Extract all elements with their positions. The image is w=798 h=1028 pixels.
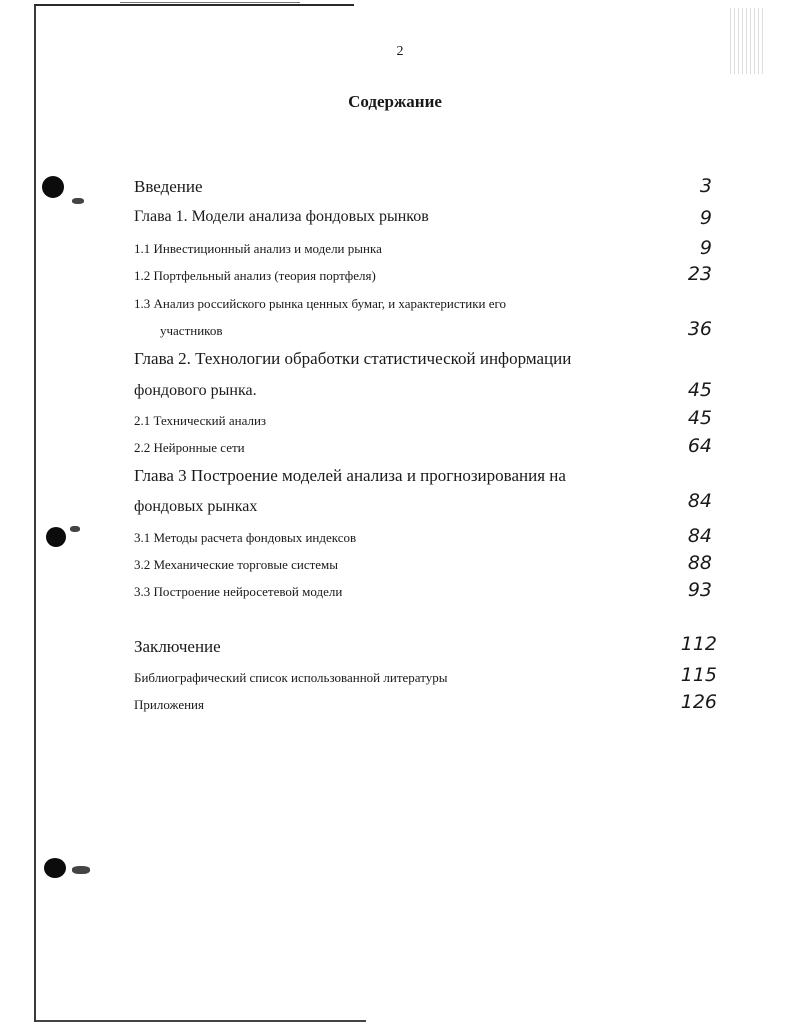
page-number: 2: [396, 44, 404, 59]
ink-smudge: [72, 198, 84, 204]
scan-edge: [120, 2, 300, 3]
toc-entry-1-3-continuation: участников: [160, 323, 223, 338]
toc-entry-1-1: 1.1 Инвестиционный анализ и модели рынка: [134, 241, 382, 256]
toc-page-number: 93: [687, 579, 712, 601]
ink-smudge: [72, 866, 90, 874]
toc-page-number: 9: [699, 237, 712, 259]
toc-page-number: 3: [699, 175, 712, 197]
toc-page-number: 23: [687, 263, 712, 285]
toc-entry-conclusion: Заключение: [134, 637, 221, 656]
ink-smudge: [70, 526, 80, 532]
toc-entry-appendices: Приложения: [134, 697, 204, 712]
toc-page-number: 88: [687, 552, 712, 574]
toc-page-number: 45: [687, 379, 712, 401]
toc-entry-2-2: 2.2 Нейронные сети: [134, 440, 245, 455]
toc-page-number: 9: [699, 207, 712, 229]
toc-page-number: 45: [687, 407, 712, 429]
punch-hole: [42, 176, 64, 198]
toc-entry-1-2: 1.2 Портфельный анализ (теория портфеля): [134, 268, 376, 283]
scan-edge: [34, 4, 354, 6]
toc-entry-2-1: 2.1 Технический анализ: [134, 413, 267, 428]
toc-entry-chapter-2-continuation: фондового рынка.: [134, 382, 257, 399]
scan-noise: [730, 8, 766, 74]
toc-page-number: 126: [680, 691, 717, 713]
toc-entry-chapter-3: Глава 3 Построение моделей анализа и прогнозирования на: [134, 466, 566, 485]
toc-page-number: 84: [687, 490, 712, 512]
toc-page-number: 64: [687, 435, 712, 457]
toc-entry-intro: Введение: [134, 177, 203, 196]
toc-entry-3-2: 3.2 Механические торговые системы: [134, 557, 339, 572]
punch-hole: [44, 858, 66, 878]
scan-edge: [34, 6, 36, 1022]
toc-page-number: 36: [687, 318, 712, 340]
toc-entry-3-1: 3.1 Методы расчета фондовых индексов: [134, 530, 357, 545]
toc-page-number: 112: [680, 633, 717, 655]
toc-entry-chapter-1: Глава 1. Модели анализа фондовых рынков: [134, 208, 429, 225]
scan-edge: [36, 1020, 366, 1022]
toc-page-number: 84: [687, 525, 712, 547]
toc-title: Содержание: [348, 92, 442, 111]
punch-hole: [46, 527, 66, 547]
toc-entry-bibliography: Библиографический список использованной литературы: [134, 670, 448, 685]
toc-entry-chapter-3-continuation: фондовых рынках: [134, 498, 258, 515]
toc-page-number: 115: [680, 664, 717, 686]
toc-entry-chapter-2: Глава 2. Технологии обработки статистической информации: [134, 349, 572, 368]
toc-entry-3-3: 3.3 Построение нейросетевой модели: [134, 584, 343, 599]
toc-entry-1-3: 1.3 Анализ российского рынка ценных бумаг, и характеристики его: [134, 296, 507, 311]
